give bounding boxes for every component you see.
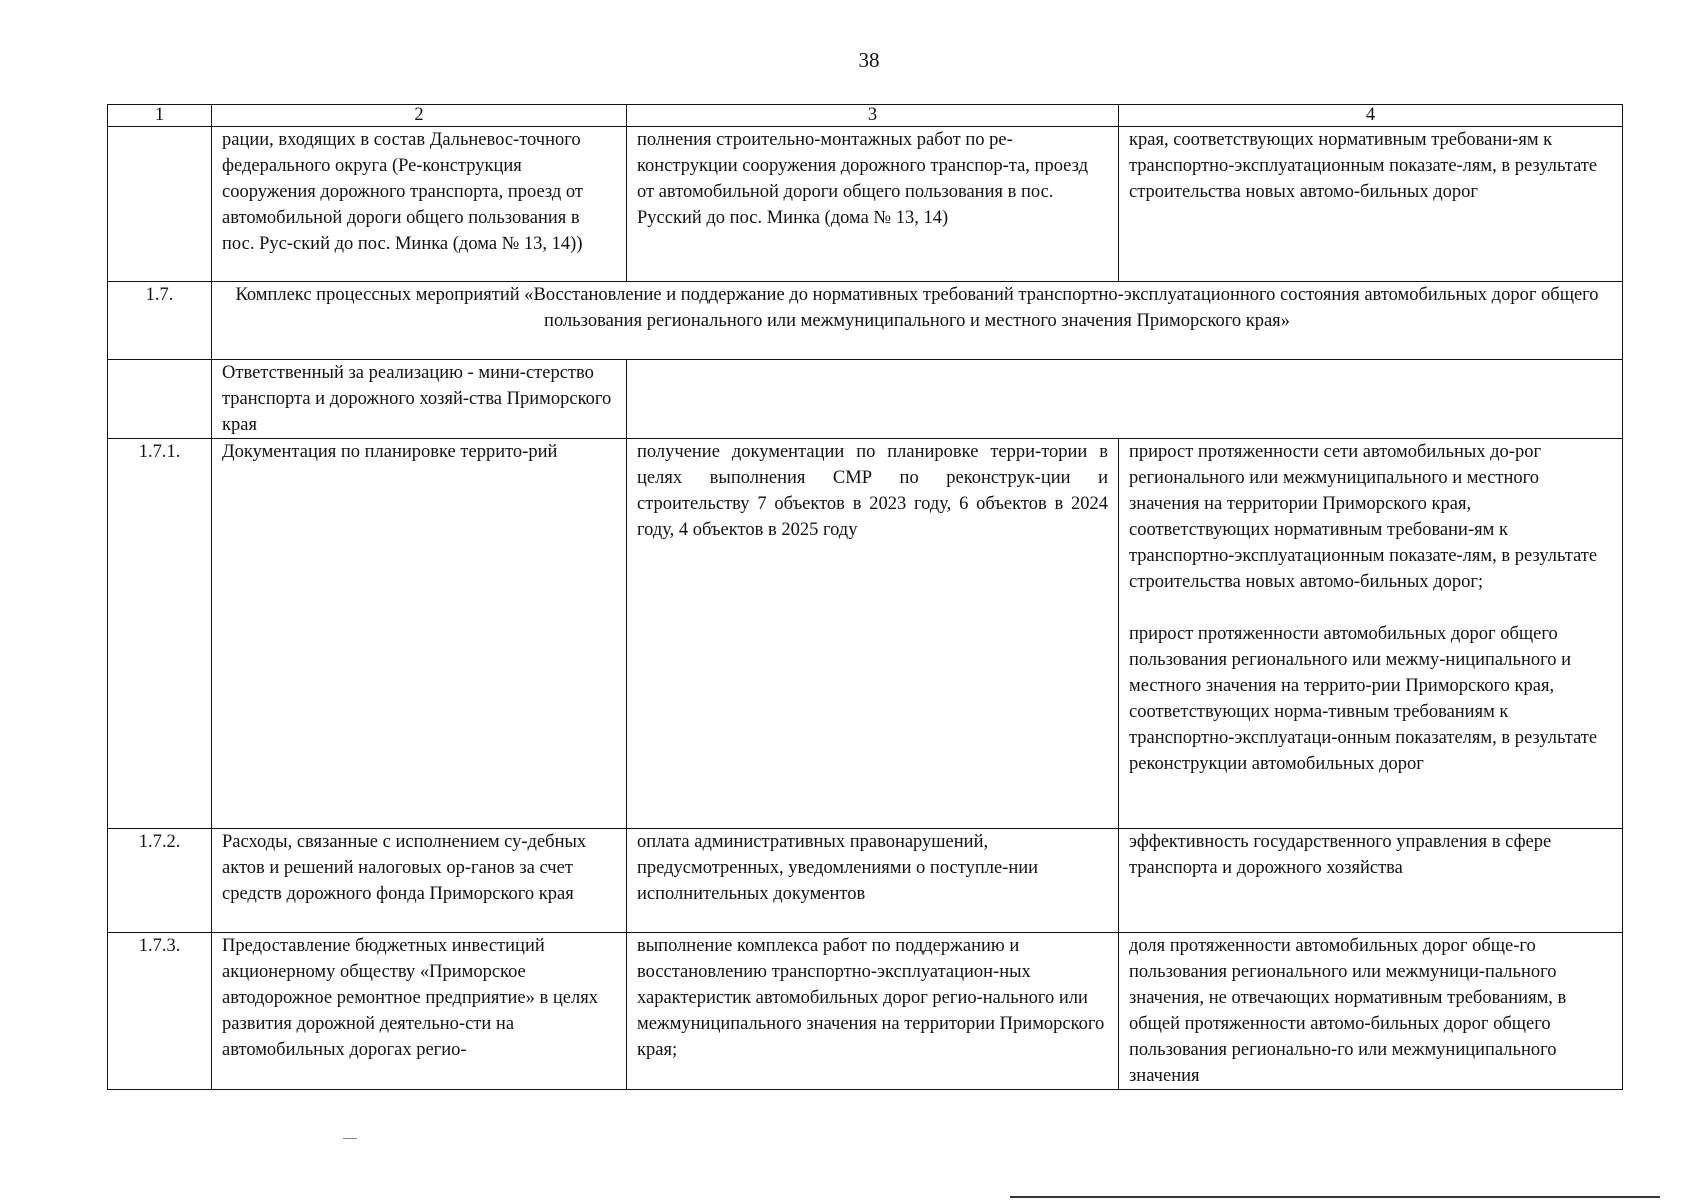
row-number: 1.7.3. [108,933,212,1090]
column-header-4: 4 [1119,105,1623,127]
table-row-continuation [108,127,1623,282]
measure-name: Предоставление бюджетных инвестиций акционерному обществу «Приморское автодорожное ремонтное предприятие» в целях развития дорожной деятельно-сти на автомобильных дорогах регио- [212,933,627,1090]
measure-description: получение документации по планировке терри-тории в целях выполнения СМР по реконструк-ции и строительству 7 объектов в 2023 году, 6 объектов в 2024 году, 4 объектов в 2025 году [627,439,1119,829]
table-row [108,933,1623,1090]
table-header-row [108,105,1623,127]
responsible-empty-cell [627,360,1623,439]
page-number: 38 [858,48,880,72]
table-row [108,439,1623,829]
column-header-3: 3 [627,105,1119,127]
column-header-2: 2 [212,105,627,127]
table-row [108,829,1623,933]
measure-indicator [1119,439,1623,829]
responsible-number-cell [108,360,212,439]
section-title: Комплекс процессных мероприятий «Восстановление и поддержание до нормативных требований транспортно-эксплуатационного состояния автомобильных дорог общего пользования регионального или межмуниципального и местного значения Приморского края» [212,282,1623,360]
measure-indicator: края, соответствующих нормативным требовани-ям к транспортно-эксплуатационным показате-лям, в результате строительства новых автомо-бильных дорог [1119,127,1623,282]
measure-indicator: доля протяженности автомобильных дорог обще-го пользования регионального или межмуници-пального значения, не отвечающих нормативным требованиям, в общей протяженности автомо-бильных дорог общего пользования регионально-го или межмуниципального значения [1119,933,1623,1090]
scan-speck [343,1138,357,1139]
scan-edge-line [1010,1196,1660,1198]
measure-description: полнения строительно-монтажных работ по ре-конструкции сооружения дорожного транспор-та, проезд от автомобильной дороги общего пользования в пос. Русский до пос. Минка (дома № 13, 14) [627,127,1119,282]
indicator-paragraph: прирост протяженности автомобильных дорог общего пользования регионального или межму-ниципального и местного значения на террито-рии Приморского края, соответствующих норма-тивным требованиям к транспортно-эксплуатаци-онным показателям, в результате реконструкции автомобильных дорог [1129,624,1598,774]
measure-indicator: эффективность государственного управления в сфере транспорта и дорожного хозяйства [1119,829,1623,933]
row-number: 1.7.1. [108,439,212,829]
measure-name: рации, входящих в состав Дальневос-точного федерального округа (Ре-конструкция сооружения дорожного транспорта, проезд от автомобильной дороги общего пользования в пос. Рус-ский до пос. Минка (дома № 13, 14)) [212,127,627,282]
measure-description: выполнение комплекса работ по поддержанию и восстановлению транспортно-эксплуатацион-ных характеристик автомобильных дорог регио-нального или межмуниципального значения на территории Приморского края; [627,933,1119,1090]
measure-description: оплата административных правонарушений, предусмотренных, уведомлениями о поступле-нии исполнительных документов [627,829,1119,933]
indicator-paragraph: прирост протяженности сети автомобильных до-рог регионального или межмуниципального и местного значения на территории Приморского края, соответствующих нормативным требовани-ям к транспортно-эксплуатационным показате-лям, в результате строительства новых автомо-бильных дорог; [1129,442,1598,592]
measures-table [107,104,1623,1090]
responsible-row [108,360,1623,439]
row-number: 1.7.2. [108,829,212,933]
measure-name: Расходы, связанные с исполнением су-дебных актов и решений налоговых ор-ганов за счет средств дорожного фонда Приморского края [212,829,627,933]
row-number [108,127,212,282]
responsible-text: Ответственный за реализацию - мини-стерство транспорта и дорожного хозяй-ства Приморского края [212,360,627,439]
measure-name: Документация по планировке террито-рий [212,439,627,829]
section-number: 1.7. [108,282,212,360]
section-row [108,282,1623,360]
column-header-1: 1 [108,105,212,127]
